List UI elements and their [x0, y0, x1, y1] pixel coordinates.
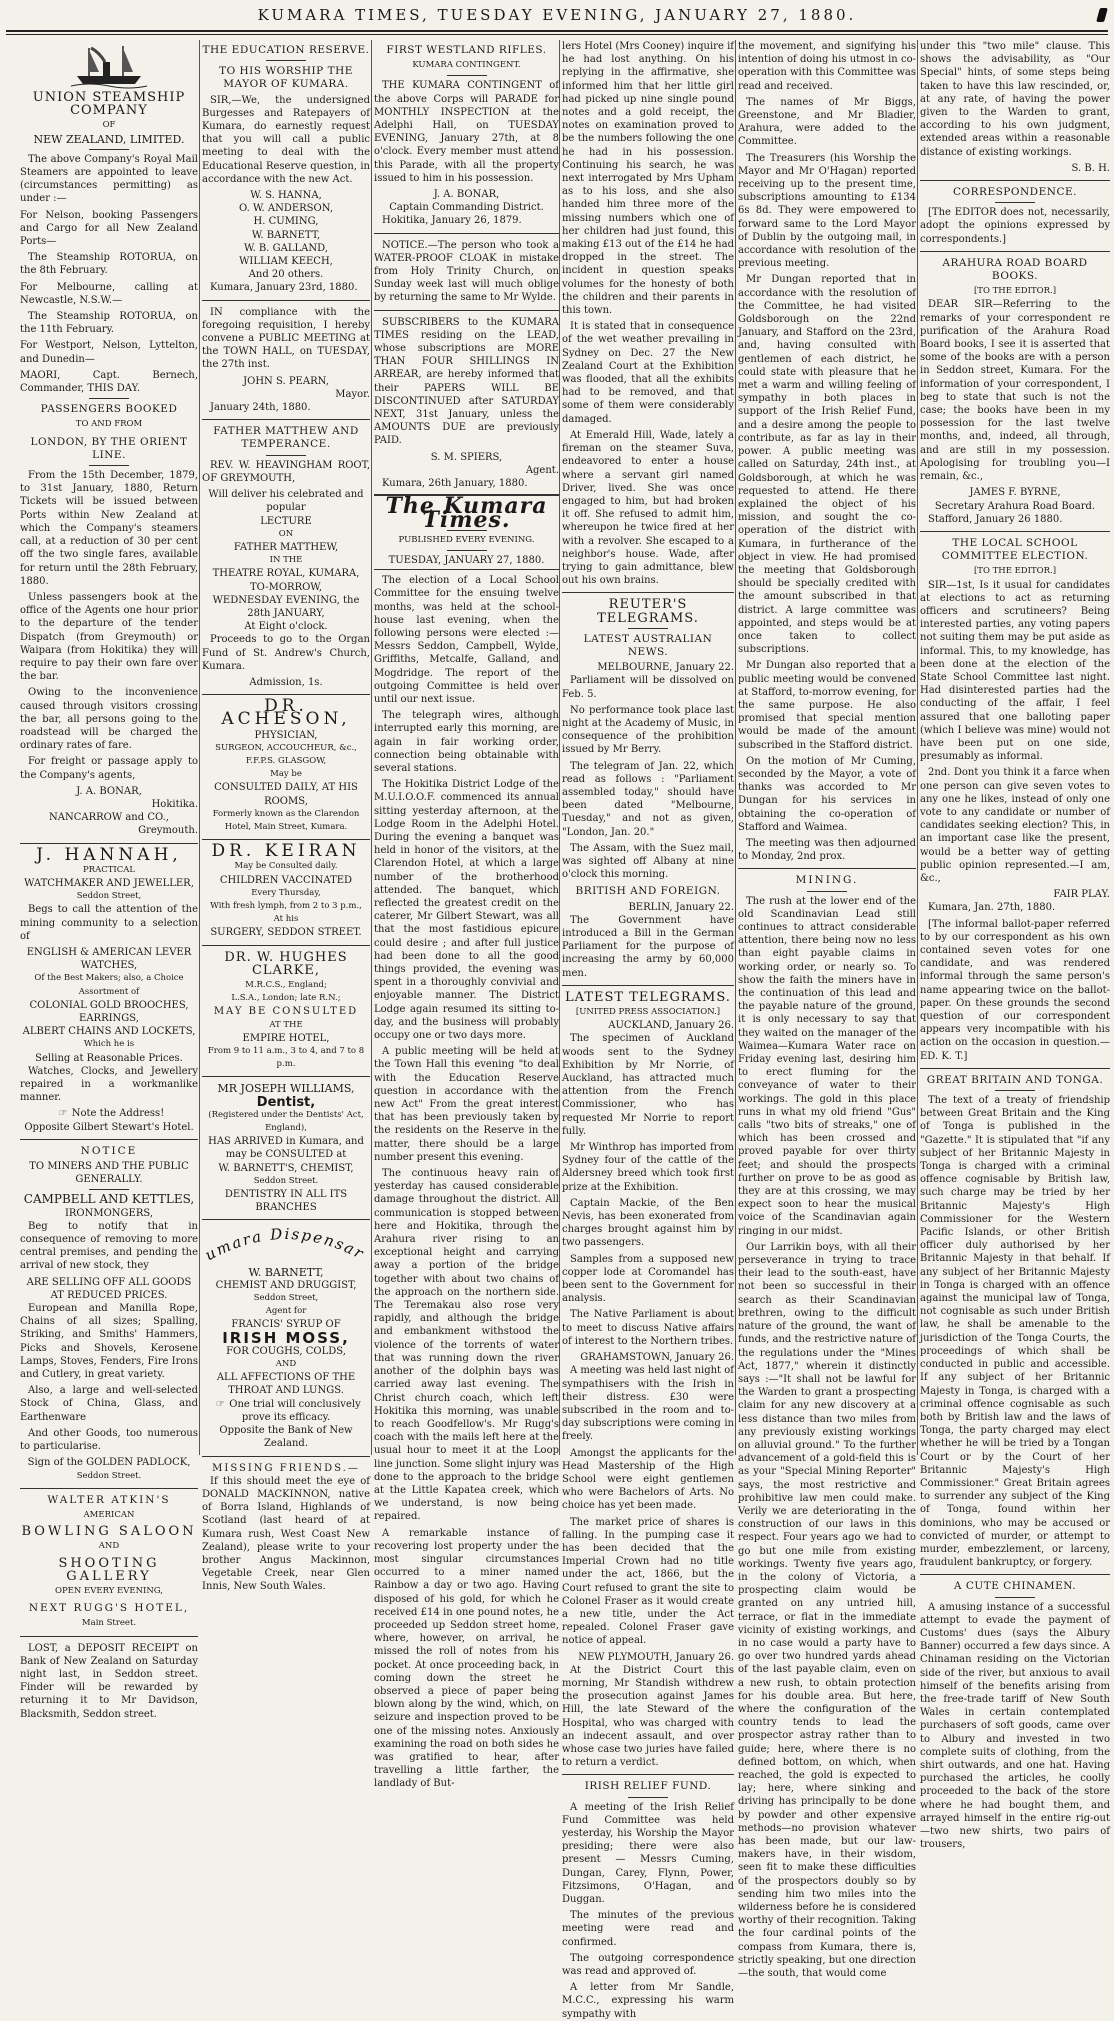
- editorial-paragraph: The telegraph wires, although interrupted early this morning, are again in fair working order, connection being obtainable with several stations.: [374, 710, 559, 774]
- subscribers-date: Kumara, 26th January, 1880.: [382, 478, 528, 490]
- campbell-paragraph: European and Manilla Rope, Chains of all sizes; Spalling, Striking, and Smiths' Hammers, Picks and Shovels, Kerosene Lamps, Stoves, Fenders, Fire Irons and Cutlery, in great variety.: [20, 1303, 198, 1381]
- hannah-paragraph: Begs to call the attention of the mining community to a selection of: [20, 904, 198, 942]
- fw-paragraph: THE KUMARA CONTINGENT of the above Corps will PARADE for MONTHLY INSPECTION at the Adelphi Hall, on TUESDAY EVENING, January 27th, at 8 o'clock. Every member must attend this Parade, with all the property issued to him in his possession.: [374, 80, 559, 184]
- column-divider: [735, 40, 736, 1455]
- keiran-line: SURGERY, SEDDON STREET.: [210, 927, 362, 939]
- hannah-line: WATCHMAKER AND JEWELLER,: [24, 877, 194, 889]
- acheson-line: PHYSICIAN,: [254, 729, 318, 741]
- dateline: BERLIN, January 22.: [628, 901, 734, 913]
- usc-title: UNION STEAMSHIP COMPANY: [32, 90, 186, 119]
- lost-notice: LOST, a DEPOSIT RECEIPT on Bank of New Zealand on Saturday night last, in Seddon street. Finder will be rewarded by returning it to Mr Davidson, Blacksmith, Seddon street.: [20, 1642, 198, 1720]
- telegram-paragraph: The Government have introduced a Bill in the German Parliament for the purpose of increasing the army by 60,000 men.: [562, 914, 734, 979]
- shooting-gallery: SHOOTING GALLERY: [58, 1555, 160, 1584]
- dispensary-line: Seddon Street,: [253, 1293, 319, 1304]
- williams-line: W. BARNETT'S, CHEMIST,: [218, 1162, 354, 1174]
- compliance-date: January 24th, 1880.: [210, 402, 311, 414]
- fm-line: Proceeds to go to the Organ Fund of St. Andrew's Church, Kumara.: [202, 634, 370, 672]
- missing-friends-paragraph: If this should meet the eye of DONALD MACKINNON, native of Borra Island, Highlands of Scotland (last heard of at Kumara rush, West Coast New Zealand), please write to your brother Angus Mackinnon, Vegetable Creek, near Glen Innis, New South Wales.: [202, 1475, 370, 1593]
- latest-telegrams: LATEST TELEGRAMS.: [565, 989, 731, 1005]
- er-name: WILLIAM KEECH,: [239, 256, 333, 268]
- compliance-mayor: Mayor.: [335, 388, 370, 400]
- lsc-paragraph: 2nd. Dont you think it a farce when one person can give seven votes to any one he likes, instead of only one vote to any candidate or number of candidates seeking election? This, in an important case like the present, would be a better way of getting public opinion represented.—I am, &c.,: [920, 767, 1110, 884]
- article-paragraph: under this "two mile" clause. This shows the advisability, as "Our Special" hints, of some steps being taken to have this law rescinded, or, at any rate, of having the power given to the Warden to grant, according to his own judgment, extended areas within a reasonable distance of existing workings.: [920, 41, 1110, 158]
- fm-line: Admission, 1s.: [249, 676, 323, 688]
- article-paragraph: On the motion of Mr Cuming, seconded by the Mayor, a vote of thanks was accorded to Mr Dungan for his services in obtaining the co-operation of Stafford and Waimea.: [738, 755, 916, 833]
- hughes-clarke-line: AT THE: [269, 1019, 303, 1030]
- article-paragraph: the movement, and signifying his intention of doing his utmost in co-operation with this Committee was read and received.: [738, 41, 916, 92]
- arb-signature: JAMES F. BYRNE,: [969, 487, 1061, 499]
- er-name: W. BARNETT,: [251, 229, 321, 241]
- usc-line: MAORI, Capt. Bernech, Commander, THIS DAY.: [20, 369, 198, 395]
- subscribers-signature: S. M. SPIERS,: [430, 451, 503, 463]
- irish-relief-paragraph: The outgoing correspondence was read and approved of.: [562, 1952, 734, 1978]
- fw-signature: Captain Commanding District.: [389, 202, 544, 214]
- dispensary-line: FRANCIS' SYRUP OF: [231, 1319, 341, 1331]
- hannah-line: PRACTICAL: [82, 864, 136, 875]
- usc-line: For Melbourne, calling at Newcastle, N.S.W.—: [20, 281, 198, 306]
- pb-paragraph: Unless passengers book at the office of the Agents one hour prior to the departure of the tender Dispatch (from Greymouth) or Waipara (from Hokitika) they will require to pay their own fare over the bar.: [20, 591, 198, 683]
- usc-intro: The above Company's Royal Mail Steamers are appointed to leave (circumstances permitting) as under :—: [20, 153, 198, 205]
- arb-paragraph: DEAR SIR—Referring to the remarks of your correspondent re purification of the Arahura Road Board books, I see it is asserted that some of the books are with a person in Seddon street, Kumara. For the information of your correspondent, I beg to state that such is not the case; the books have been in my possession for the last twelve months, and, indeed, all through, and are still in my possession. Apologising for troubling you—I remain, &c.,: [920, 299, 1110, 483]
- fm-line: Will deliver his celebrated and popular: [208, 489, 364, 514]
- notice-cloak: NOTICE.—The person who took a WATER-PROOF CLOAK in mistake from Holy Trinity Church, on Sunday week last will much oblige by returning the same to Mr Wylde.: [374, 239, 559, 304]
- keiran-line: CHILDREN VACCINATED: [219, 874, 353, 886]
- fw-date: Hokitika, January 26, 1879.: [382, 215, 522, 227]
- campbell-paragraph: Also, a large and well-selected Stock of China, Glass, and Earthenware: [20, 1385, 198, 1423]
- subscribers-notice: SUBSCRIBERS to the KUMARA TIMES residing on the LEAD, whose subscriptions are MORE THAN FOUR SHILLINGS IN ARREAR, are hereby informed that their PAPERS WILL BE DISCONTINUED after SATURDAY NEXT, 31st January, unless the AMOUNTS DUE are previously PAID.: [374, 316, 559, 447]
- fm-line: WEDNESDAY EVENING, the 28th JANUARY,: [212, 594, 360, 619]
- campbell-sign: Sign of the GOLDEN PADLOCK,: [27, 1457, 191, 1469]
- telegram-paragraph: The market price of shares is falling. In the pumping case it has been decided that the Imperial Crown had no title under the act, 1866, but the Court refused to grant the site to Colonel Fraser as it would create a new title, under the Act repealed. Colonel Fraser gave notice of appeal.: [562, 1516, 734, 1647]
- fm-line: FATHER MATTHEW,: [233, 541, 339, 553]
- notice-sub: TO MINERS AND THE PUBLIC GENERALLY.: [29, 1161, 189, 1186]
- pointing-hand-icon: ☞: [58, 1108, 68, 1120]
- telegram-paragraph: The Native Parliament is about to meet to discuss Native affairs of interest to the Northern tribes.: [562, 1309, 734, 1347]
- er-name: W. B. GALLAND,: [244, 242, 328, 254]
- campbell-paragraph: And other Goods, too numerous to particularise.: [20, 1427, 198, 1453]
- compliance-signature: JOHN S. PEARN,: [243, 375, 329, 387]
- upa: [UNITED PRESS ASSOCIATION.]: [575, 1007, 721, 1018]
- telegram-paragraph: A meeting was held last night of sympathisers with the Irish in their distress. £30 were subscribed in the room and to-day subscriptions were coming in freely.: [562, 1365, 734, 1443]
- editorial-paragraph: A public meeting will be held at the Town Hall this evening "to deal with the Education Reserve question in accordance with the new Act" From the great interest that has been previously taken by the residents on the Reserve in the matter, there should be a large number present this evening.: [374, 1046, 559, 1163]
- acheson-line: F.F.P.S. GLASGOW,: [245, 755, 327, 766]
- telegram-paragraph: The Assam, with the Suez mail, was sighted off Albany at nine o'clock this morning.: [562, 842, 734, 881]
- and: AND: [98, 1541, 120, 1552]
- arb-to: [TO THE EDITOR.]: [973, 286, 1057, 297]
- williams-line: (Registered under the Dentists' Act, England),: [208, 1109, 364, 1134]
- lsc-head: THE LOCAL SCHOOL COMMITTEE ELECTION.: [941, 536, 1089, 563]
- dispensary-line: CHEMIST AND DRUGGIST,: [215, 1279, 357, 1291]
- column-divider: [917, 40, 918, 1455]
- hughes-clarke-line: MAY BE CONSULTED: [213, 1006, 359, 1018]
- hannah-name: J. HANNAH,: [36, 844, 182, 865]
- irish-relief-paragraph: The minutes of the previous meeting were read and confirmed.: [562, 1910, 734, 1948]
- article-paragraph: Mr Dungan reported that in accordance with the resolution of the Committee, he had visited Goldsborough on the 22nd January, and Stafford on the 23rd, and, having consulted with gentlemen of each district, he could state with pleasure that he met a warm and willing feeling of sympathy in both places in support of the Irish Relief Fund, and a desire among the people to contribute, as far as lay in their power. A public meeting was called on Saturday, 24th inst., at Goldsborough, at which he was requested to attend. He there explained the object of his mission, and sought the co-operation of the district with Kumara, in furtherance of the object in view. He had promised the meeting that Goldsborough should be specially credited with the amount subscribed in that district. A large committee was appointed, and steps would be at once taken to collect subscriptions.: [738, 274, 916, 656]
- lsc-paragraph: SIR—1st, Is it usual for candidates at elections to act as returning officers and scrutineers? Being interested parties, any voting papers not suiting them may be put aside as informal. This, to my knowledge, has been done at the election of the State School Committee last night. Had disinterested parties had the conducting of the affair, I feel assured that one balloting paper (which I believe was mine) would not have been put on one side, presumably as informal.: [920, 579, 1110, 763]
- correspondence-head: CORRESPONDENCE.: [953, 186, 1077, 199]
- hughes-clarke-line: M.R.C.S., England;: [245, 980, 327, 990]
- telegram-paragraph: Mr Winthrop has imported from Sydney four of the cattle of the Aldersney breed which took first prize at the Exhibition.: [562, 1142, 734, 1193]
- british-foreign: BRITISH AND FOREIGN.: [575, 885, 721, 898]
- missing-friends-head: MISSING FRIENDS.—: [212, 1462, 360, 1474]
- telegram-paragraph: Captain Mackie, of the Ben Nevis, has been exonerated from charges brought against him by two passengers.: [562, 1197, 734, 1249]
- usc-line: The Steamship ROTORUA, on the 8th February.: [20, 252, 198, 277]
- open-every-evening: OPEN EVERY EVENING,: [54, 1585, 163, 1596]
- campbell-name: CAMPBELL AND KETTLES,: [23, 1192, 195, 1207]
- reuters-head: REUTER'S TELEGRAMS.: [597, 597, 699, 626]
- article-paragraph: The meeting was then adjourned to Monday, 2nd prox.: [738, 837, 916, 863]
- paper-date: TUESDAY, JANUARY 27, 1880.: [388, 554, 545, 566]
- lsc-signature: FAIR PLAY.: [1053, 889, 1110, 901]
- subscribers-agent: Agent.: [525, 464, 559, 476]
- williams-line: Seddon Street.: [253, 1175, 319, 1186]
- walter-atkin: WALTER ATKIN'S: [47, 1493, 171, 1506]
- dispensary-line: FOR COUGHS, COLDS,: [226, 1345, 346, 1357]
- er-name: H. CUMING,: [253, 216, 319, 228]
- acheson-line: SURGEON, ACCOUCHEUR, &c.,: [215, 742, 357, 753]
- campbell-sub: IRONMONGERS,: [64, 1207, 154, 1219]
- telegram-paragraph: Samples from a supposed new copper lode at Coromandel has been sent to the Government for analysis.: [562, 1253, 734, 1305]
- fm-line: IN THE: [269, 555, 303, 566]
- lsc-note: [The informal ballot-paper referred to by our correspondent as his own contained seven votes for one candidate, and was rendered informal through the same person's name appearing twice on the ballot-paper. On these grounds the second question of our correspondent appears very incompatible with his action on the occasion in question.—ED. K. T.]: [920, 918, 1110, 1062]
- hughes-clarke-line: L.S.A., London; late R.N.;: [231, 993, 341, 1004]
- er-name: O. W. ANDERSON,: [238, 203, 333, 215]
- er-date: Kumara, January 23rd, 1880.: [210, 282, 358, 294]
- hannah-line: Selling at Reasonable Prices.: [35, 1052, 183, 1064]
- fw-head: FIRST WESTLAND RIFLES.: [386, 44, 547, 56]
- column-2: [202, 40, 370, 1593]
- irish-relief-paragraph: A meeting of the Irish Relief Fund Committee was held yesterday, his Worship the Mayor presiding; there were also present — Messrs Cuming, Dungan, Carey, Flynn, Power, Fitzsimons, O'Hagan, and Duggan.: [562, 1801, 734, 1906]
- editorial-paragraph: The continuous heavy rain of yesterday has caused considerable damage throughout the district. All communication is stopped between here and Hokitika, through the Arahura river rising to an exceptional height and carrying away a portion of the bridge together with about two chains of the approach on the northern side. The Teremakau also rose very rapidly, and although the bridge and embankment withstood the violence of the torrents of water that was running down the river another of the dolphin bays was carried away last evening. The Christ church coach, which left Hokitika this morning, was unable to reach Goodfellow's. Mr Rugg's coach with the mails left here at the usual hour to meet it at the Loop line junction. Some slight injury was done to the approach to the bridge at the Little Kapatea creek, which we understand, is now being repaired.: [374, 1168, 560, 1523]
- campbell-line: AT REDUCED PRICES.: [50, 1289, 168, 1301]
- dateline: AUCKLAND, January 26.: [608, 1020, 734, 1032]
- pb-head-2: LONDON, BY THE ORIENT LINE.: [30, 435, 188, 461]
- irish-relief-paragraph: A letter from Mr Sandle, M.C.C., expressing his warm sympathy with: [562, 1982, 734, 2020]
- pb-signature: Hokitika.: [151, 798, 198, 810]
- telegram-paragraph: At the District Court this morning, Mr Standish withdrew the prosecution against James Hill, the late Steward of the Hospital, who was charged with an indecent assault, and over whose case two juries have failed to return a verdict.: [562, 1664, 734, 1769]
- hannah-line: EARRINGS,: [79, 1013, 139, 1024]
- kumara-dispensary-arch: [202, 1225, 370, 1261]
- keiran-line: At his: [273, 914, 299, 925]
- acc-paragraph: A amusing instance of a successful attempt to evade the payment of Customs' dues (says the Albury Banner) occurred a few days since. A Chinaman residing on the Victorian side of the river, but anxious to avail himself of the benefits arising from the free-trade tariff of New South Wales in certain contemplated purchasers of soft goods, came over to Albury and invested in two complete suits of clothing, from the shirt outwards, and one hat. Having purchased the articles, he coolly proceeded to the back of the store where he had bought them, and arrayed himself in the entire rig-out—two new shirts, two pairs of trousers,: [920, 1601, 1110, 1851]
- fm-line: LECTURE: [260, 515, 312, 527]
- lsc-to: [TO THE EDITOR.]: [973, 566, 1057, 577]
- keiran-name: DR. KEIRAN: [211, 841, 361, 862]
- campbell-paragraph: Beg to notify that in consequence of removing to more central premises, and pending the arrival of new stock, they: [20, 1220, 198, 1272]
- keiran-line: Every Thursday,: [251, 887, 321, 898]
- usc-line: For Westport, Nelson, Lyttelton, and Dunedin—: [20, 340, 198, 365]
- column-4: [562, 40, 734, 2020]
- acheson-name: DR. ACHESON,: [221, 696, 351, 730]
- american: AMERICAN: [83, 1509, 135, 1520]
- article-paragraph: The Treasurers (his Worship the Mayor and Mr O'Hagan) reported receiving up to the present time, subscriptions amounting to £134 6s 8d. They were empowered to forward same to the Lord Mayor of Dublin by the outgoing mail, in accordance with resolution of the previous meeting.: [738, 152, 916, 270]
- hannah-line: Seddon Street,: [76, 891, 142, 902]
- fw-signature: J. A. BONAR,: [433, 189, 500, 201]
- bowling-saloon: BOWLING SALOON: [21, 1524, 197, 1540]
- article-signature: S. B. H.: [1071, 162, 1110, 174]
- pb-signature: Greymouth.: [138, 825, 198, 837]
- dateline: NEW PLYMOUTH, January 26.: [578, 1651, 734, 1663]
- dateline: MELBOURNE, January 22.: [597, 662, 734, 674]
- er-name: W. S. HANNA,: [250, 190, 322, 202]
- article-paragraph: The names of Mr Biggs, Greenstone, and Mr Bladier, Arahura, were added to the Committee.: [738, 96, 916, 148]
- dispensary-line: Opposite the Bank of New Zealand.: [219, 1425, 353, 1450]
- acheson-line: May be: [270, 769, 302, 780]
- compliance-paragraph: IN compliance with the foregoing requisition, I hereby convene a PUBLIC MEETING at the TOWN HALL, on TUESDAY, the 27th inst.: [202, 306, 370, 371]
- steamship-icon: [69, 42, 149, 88]
- telegram-paragraph: The telegram of Jan. 22, which read as follows : "Parliament assembled today," should have been dated "Melbourne, Tuesday," and not as given, "London, Jan. 20.": [562, 760, 734, 838]
- hannah-line: ENGLISH & AMERICAN LEVER WATCHES,: [26, 946, 192, 972]
- hannah-note: Note the Address!: [71, 1108, 165, 1120]
- williams-line: HAS ARRIVED in Kumara, and may be CONSULTED at: [208, 1136, 364, 1161]
- column-divider: [199, 40, 200, 1455]
- pb-signature: NANCARROW and CO.,: [49, 812, 169, 824]
- dispensary-line: AND: [275, 1359, 297, 1370]
- usc-line: The Steamship ROTORUA, on the 11th February.: [20, 311, 198, 336]
- column-5: [738, 40, 916, 1980]
- masthead-rule-thin: [6, 34, 1108, 35]
- dispensary-arch-text: umara Dispensar: [202, 1225, 368, 1262]
- usc-of: OF: [102, 120, 116, 131]
- article-paragraph: Mr Dungan also reported that a public meeting would be convened at Stafford, to-morrow evening, for the same purpose. He also promised that special mention would be made of the amount subscribed in the Stafford district.: [738, 660, 916, 751]
- editorial-paragraph: The Hokitika District Lodge of the M.U.I.O.O.F. commenced its annual sitting yesterday afternoon, at the Lodge Room in the Adelphi Hotel. During the evening a banquet was held in honor of the visitors, at the Clarendon Hotel, at which a large number of the brotherhood attended. The banquet, which reflected the greatest credit on the caterer, Mr Gilbert Stewart, was all that the most fastidious epicure could desire ; and after full justice had been done to all the good things provided, the evening was spent in a thoroughly convivial and enjoyable manner. The District Lodge again resumed its sitting to-day, and the business will probably occupy one or two days more.: [374, 779, 559, 1042]
- hannah-paragraph: Watches, Clocks, and Jewellery repaired in a workmanlike manner.: [20, 1065, 198, 1104]
- dateline: GRAHAMSTOWN, January 26.: [580, 1352, 734, 1364]
- pb-paragraph: For freight or passage apply to the Company's agents,: [20, 756, 198, 781]
- usc-line: For Nelson, booking Passengers and Cargo for all New Zealand Ports—: [20, 209, 198, 248]
- usc-title-2: NEW ZEALAND, LIMITED.: [33, 132, 185, 146]
- editorial-paragraph: A remarkable instance of recovering lost property under the most singular circumstances occurred to a miner named Rainbow a day or two ago. Having disposed of his gold, for which he received £14 in one pound notes, he proceeded up Seddon street home, where, however, on arrival, he missed the roll of notes from his pocket. At once proceeding back, in coming down the street he observed a piece of paper being blown along by the wind, which, on seizure and inspection proved to be one of the missing notes. Anxiously examining the road on both sides he was gratified to hear, after travelling a little farther, the landlady of But-: [374, 1527, 559, 1790]
- masthead-rule: [6, 30, 1108, 32]
- williams-dentist: Dentist,: [256, 1094, 316, 1110]
- fm-line: At Eight o'clock.: [244, 621, 328, 633]
- latest-australian: LATEST AUSTRALIAN NEWS.: [583, 632, 713, 658]
- svg-text:Kumara Dispensary.: [202, 1225, 368, 1261]
- campbell-line: ARE SELLING OFF ALL GOODS: [26, 1276, 192, 1288]
- dispensary-line: Agent for: [265, 1306, 307, 1317]
- arb-head: ARAHURA ROAD BOARD BOOKS.: [942, 256, 1088, 283]
- fm-head: FATHER MATTHEW AND TEMPERANCE.: [213, 425, 359, 451]
- irish-relief-head: IRISH RELIEF FUND.: [584, 1780, 712, 1793]
- dispensary-line: W. BARNETT,: [248, 1265, 324, 1279]
- paper-published: PUBLISHED EVERY EVENING.: [398, 534, 535, 545]
- williams-name: MR JOSEPH WILLIAMS,: [217, 1082, 355, 1096]
- column-divider: [559, 40, 560, 1455]
- article-paragraph: At Emerald Hill, Wade, lately a fireman on the steamer Suva, endeavored to enter a house where a servant girl named Driver, lived. She was once engaged to him, but had broken it off. She refused to admit him, whereupon he twice fired at her with a revolver. She escaped to a neighbor's house. Wade, after trying to gain admittance, blew out his own brains.: [562, 429, 734, 587]
- pb-head: PASSENGERS BOOKED: [40, 403, 178, 416]
- telegram-paragraph: The specimen of Auckland woods sent to the Sydney Exhibition by Mr Norrie, of Auckland, has attracted much attention from the French Commissioner, who has requested Mr Norrie to report fully.: [562, 1033, 734, 1137]
- er-name: And 20 others.: [248, 269, 324, 281]
- hughes-clarke-line: EMPIRE HOTEL,: [242, 1032, 330, 1044]
- paper-title: The Kumara Times.: [385, 493, 548, 533]
- lsc-date: Kumara, Jan. 27th, 1880.: [928, 902, 1056, 914]
- masthead: KUMARA TIMES, TUESDAY EVENING, JANUARY 27, 1880.: [257, 6, 857, 24]
- main-street: Main Street.: [81, 1618, 137, 1629]
- gbt-head: GREAT BRITAIN AND TONGA.: [926, 1073, 1104, 1086]
- dispensary-line: One trial will conclusively prove its efficacy.: [229, 1398, 361, 1423]
- er-to: TO HIS WORSHIP THE MAYOR OF KUMARA.: [219, 65, 353, 91]
- hannah-line: Of the Best Makers; also, a Choice Assortment of: [34, 973, 184, 997]
- pointing-hand-icon: ☞: [215, 1398, 225, 1410]
- hughes-clarke-name: DR. W. HUGHES CLARKE,: [224, 949, 348, 978]
- acheson-line: Formerly known as the Clarendon Hotel, Main Street, Kumara.: [212, 808, 360, 832]
- pb-sub: TO AND FROM: [75, 419, 143, 430]
- fw-sub: KUMARA CONTINGENT.: [412, 60, 521, 71]
- arb-signature: Secretary Arahura Road Board.: [934, 500, 1096, 512]
- acc-head: A CUTE CHINAMEN.: [953, 1580, 1077, 1593]
- dispensary-line: ALL AFFECTIONS OF THE THROAT AND LUNGS.: [216, 1372, 356, 1397]
- editorial-paragraph: The election of a Local School Committee for the ensuing twelve months, was held at the school-house last evening, when the following persons were elected :—Messrs Seddon, Campbell, Wylde, Griffiths, Metcalfe, Galland, and Mogdridge. The report of the outgoing Committee is held over until our next issue.: [374, 575, 559, 705]
- mining-head: MINING.: [795, 874, 859, 887]
- telegram-paragraph: No performance took place last night at the Academy of Music, in consequence of the prohibition issued by Mr Berry.: [562, 704, 734, 756]
- column-6: [920, 40, 1110, 1851]
- acheson-line: CONSULTED DAILY, AT HIS ROOMS,: [214, 782, 358, 807]
- hannah-line: COLONIAL GOLD BROOCHES,: [29, 999, 189, 1011]
- fm-paragraph: REV. W. HEAVINGHAM ROOT, OF GREYMOUTH,: [202, 459, 370, 484]
- mining-paragraph: Our Larrikin boys, with all their perseverance in trying to trace their lead to the south-east, have not been so successful in their search as their Scandinavian brethren, owing to the difficult nature of the ground, the want of funds, and the restrictive nature of the regulations under the "Mines Act, 1877," wherein it distinctly says :—"It shall not be lawful for the Warden to grant a prospecting claim for any new discovery at a less distance than two miles from any previously existing workings on alluvial ground." To the further advancement of a gold-field this is as your "Special Mining Reporter" says, the most restrictive and prohibitive law men could make. Verily we are deteriorating in the construction of our laws in this respect. Four years ago we had to go but one mile from existing workings. Twenty five years ago, in the colony of Victoria, a prospecting claim would be granted on any untried hill, terrace, or flat in the immediate vicinity of existing workings, and in no case would a party have to go over two hundred yards ahead of the last payable claim, even on a new rush, to obtain protection for his double area. But here, where the configuration of the country tends to lead the prospector astray rather than to guide; here, where there is no defined bottom, on which, when reached, the gold is expected to lay; here, where sinking and driving has principally to be done by powder and other expensive methods—no provision whatever has been made, but our law-makers have, in their wisdom, seen fit to make these difficulties of the prospectors doubly so by sending him two miles into the wilderness before he is considered worthy of their recognition. Taking the four cardinal points of the compass from Kumara, there is, strictly speaking, but one direction—the south, that would come: [738, 1241, 916, 1980]
- campbell-street: Seddon Street.: [76, 1470, 142, 1481]
- irish-moss: IRISH MOSS,: [222, 1328, 350, 1347]
- hannah-address: Opposite Gilbert Stewart's Hotel.: [24, 1121, 194, 1133]
- er-paragraph: SIR,—We, the undersigned Burgesses and Ratepayers of Kumara, do earnestly request that you will call a public meeting to deal with the Educational Reserve question, in accordance with the new Act.: [202, 94, 370, 185]
- keiran-line: With fresh lymph, from 2 to 3 p.m.,: [210, 900, 362, 911]
- pb-signature: J. A. BONAR,: [76, 785, 142, 797]
- mining-paragraph: The rush at the lower end of the old Scandinavian Lead still continues to attract considerable attention, there being now no less than eight payable claims in working order, or nearly so. To show the faith the miners have in the continuation of this lead and the payable nature of the ground, it is only necessary to say that they waited on the manager of the Waimea—Kumara Water race on Friday evening last, desiring him to erect fluming for the conveyance of water to their workings. The gold in this place runs in what my old friend "Gus" calls "two bits of streaks," one of which has been crossed and proved payable for over thirty feet; and should the prospects further on prove to be as good as they are at this crossing, we may expect soon to hear the musical voice of the Scandinavian again ringing in our midst.: [738, 895, 916, 1237]
- hannah-line: Which he is: [83, 1039, 135, 1050]
- williams-line: DENTISTRY IN ALL ITS BRANCHES: [224, 1189, 348, 1214]
- correspondence-note: [The EDITOR does not, necessarily, adopt the opinions expressed by correspondents.]: [920, 207, 1110, 245]
- pb-paragraph: From the 15th December, 1879, to 31st January, 1880, Return Tickets will be issued between Ports within New Zealand at which the Company's steamers call, at a reduction of 30 per cent off the two single fares, available for return until the 28th February, 1880.: [20, 470, 198, 587]
- column-3: [374, 40, 560, 1790]
- fm-line: ON: [278, 528, 294, 539]
- article-paragraph: It is stated that in consequence of the wet weather prevailing in Sydney on Dec. 27 the New Zealand Court at the Exhibition was flooded, that all the exhibits had to be removed, and that some of them were considerably damaged.: [562, 321, 734, 425]
- fm-line: TO-MORROW,: [249, 581, 323, 593]
- fm-line: THEATRE ROYAL, KUMARA,: [212, 568, 360, 580]
- hannah-line: ALBERT CHAINS AND LOCKETS,: [22, 1026, 196, 1038]
- hughes-clarke-line: From 9 to 11 a.m., 3 to 4, and 7 to 8 p.m.: [207, 1046, 365, 1070]
- notice-head: NOTICE: [80, 1144, 138, 1157]
- arb-date: Stafford, January 26 1880.: [928, 513, 1063, 525]
- telegram-paragraph: Parliament will be dissolved on Feb. 5.: [562, 675, 734, 700]
- article-paragraph: lers Hotel (Mrs Cooney) inquire if he had lost anything. On his replying in the affirmative, she informed him that her little girl had picked up nine single pound notes and a gold receipt, the notes on examination proved to be the numbers following the one he had in his possession. Continuing his search, he was next interrogated by Mrs Upham as to his loss, and she also handed him three more of the missing numbers which one of her children had just found, this making £13 out of the £14 he had dropped in the street. The incident in question speaks volumes for the honesty of both the children and their parents in this town.: [562, 41, 734, 317]
- column-divider: [371, 40, 372, 1455]
- er-head: THE EDUCATION RESERVE.: [202, 44, 370, 56]
- next-ruggs-hotel: NEXT RUGG'S HOTEL,: [28, 1602, 190, 1615]
- keiran-line: May be Consulted daily.: [234, 861, 338, 872]
- gbt-paragraph: The text of a treaty of friendship between Great Britain and the King of Tonga is published in the "Gazette." It is stipulated that "if any subject of her Britannic Majesty in Tonga is charged with a criminal offence cognisable by British law, such charge may be tried by her Britannic Majesty's High Commissioner for the Western Pacific Islands, or other British officer duly authorised by her Britannic Majesty in that behalf. If any subject of her Britannic Majesty in Tonga is charged with an offence against the municipal law of Tonga, not cognisable as such under British law, he shall be amenable to the jurisdiction of the Tonga Courts, the proceedings of which shall be conducted in public and accessible. If any subject of her Britannic Majesty in Tonga, is charged with a criminal offence cognisable as such both by British law and the laws of Tonga, the party charged may elect whether he will be tried by a Tongan Court or by the Court of her Britannic Majesty's High Commissioner." Great Britain agrees to surrender any subject of the King of Tonga, found within her dominions, who may be accused or convicted of murder, or attempt to murder, embezzlement, or larceny, fraudulent bankruptcy, or forgery.: [920, 1095, 1110, 1569]
- telegram-paragraph: Amongst the applicants for the Head Mastership of the High School were eight gentlemen who were Bachelors of Arts. No choice has yet been made.: [562, 1447, 734, 1512]
- pb-paragraph: Owing to the inconvenience caused through visitors crossing the bar, all persons going to the roadstead will be charged the ordinary rates of fare.: [20, 687, 198, 752]
- column-1: [20, 40, 198, 1720]
